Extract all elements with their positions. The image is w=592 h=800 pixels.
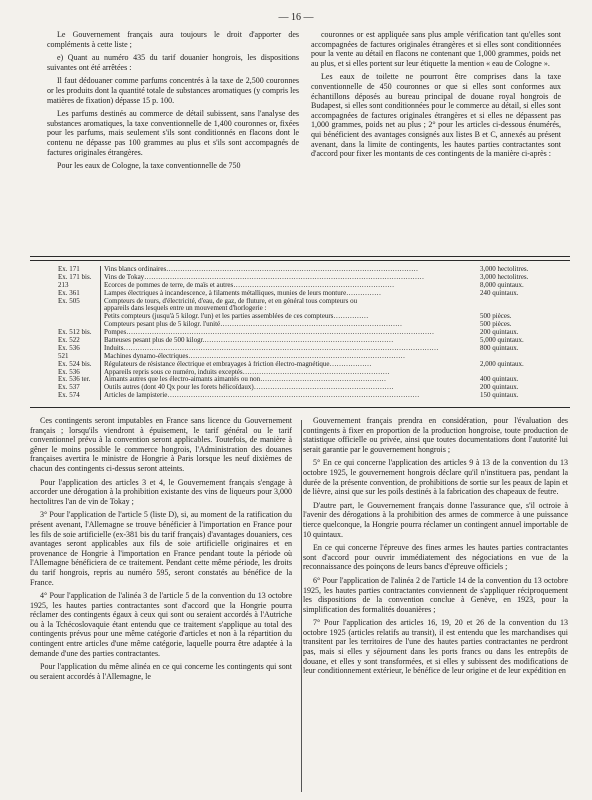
quota-amount: 5,000 quintaux.	[480, 336, 524, 345]
paragraph: Le Gouvernement français aura toujours le droit d'apporter des compléments à cette liste ;	[47, 30, 299, 49]
article-description: Lampes électriques à incandescence, à filaments métalliques, munies de leurs monture……………	[100, 290, 470, 298]
article-description: Batteuses pesant plus de 500 kilogr.………………………………………………………………………	[100, 337, 470, 345]
paragraph: 7° Pour l'application des articles 16, 19, 20 et 26 de la convention du 13 octobre 1925 (articles relatifs au transit), il est entendu que les marchandises qui transitent par les territoires de l'une des hautes parties contractantes ne perdront pas, mais si elles y séjournent dans les ports francs ou dans les entrepôts de douane, et elles y sont transformées, et si elles y subissent des modifications de leur conditionnement extérieur, le bénéfice de leur origine et de leur expédition en	[303, 618, 568, 676]
table-row	[30, 345, 570, 353]
paragraph: Pour les eaux de Cologne, la taxe conventionnelle de 750	[57, 161, 241, 171]
paragraph: couronnes or est appliquée sans plus ample vérification tant qu'elles sont accompagnées de factures originales étrangères et si elles sont conditionnées pour la vente au détail en flacons ne contenant que 1,000 grammes, poids net au plus, et si elles portent sur leur étiquette la mention « eau de Cologne ».	[311, 30, 561, 68]
article-description: Compteurs de tours, d'électricité, d'eau, de gaz, de fluture, et en général tous compteurs ou	[100, 298, 470, 306]
article-description: Vins blancs ordinaires………………………………………………………………………………………………	[100, 266, 470, 274]
paragraph: Gouvernement français prendra en considération, pour l'évaluation des contingents à fixer en proportion de la production hongroise, toute production de statistique officielle ou privée, ainsi que toutes documentations dont l'autorité lui serait garantie par le gouvernement hongrois ;	[303, 416, 568, 454]
quota-amount: 800 quintaux.	[480, 343, 519, 352]
table-row	[30, 290, 570, 298]
paragraph: Il faut dédouaner comme parfums concentrés à la taxe de 2,500 couronnes or les produits dont la quantité totale de substances aromatiques (y compris les matières de fixation) dépasse 15 p. 100.	[47, 76, 299, 105]
table-row	[30, 361, 570, 369]
top-left-column	[47, 30, 299, 252]
tariff-number: Ex. 536 ter.	[58, 375, 91, 384]
quota-amount: 3,000 hectolitres.	[480, 265, 529, 273]
tariff-number: Ex. 536	[58, 367, 80, 376]
paragraph: Pour l'application des articles 3 et 4, le Gouvernement français s'engage à accorder une dérogation à la prohibition existante des vins de liqueurs pour 3,000 hectolitres l'an de vin de Tokay ;	[30, 477, 292, 506]
quota-amount: 3,000 hectolitres.	[480, 272, 529, 281]
table-top-rule-thin	[30, 260, 570, 261]
article-description: Articles de lampisterie………………………………………………………………………………………………	[100, 392, 470, 400]
table-row	[30, 298, 570, 306]
tariff-number: Ex. 524 bis.	[58, 359, 92, 368]
quota-amount: 400 quintaux.	[480, 375, 519, 384]
tariff-number: Ex. 505	[58, 296, 80, 305]
tariff-number: Ex. 512 bis.	[58, 328, 92, 337]
tariff-number: Ex. 536	[58, 343, 80, 352]
quota-amount: 500 pièces.	[480, 320, 512, 329]
tariff-number: Ex. 171 bis.	[58, 272, 92, 281]
quota-amount	[470, 298, 570, 306]
tariff-number: Ex. 361	[58, 288, 80, 297]
article-description: Pompes……………………………………………………………………………………………………………………	[100, 329, 470, 337]
table-row	[30, 392, 570, 400]
tariff-number: 213	[58, 280, 69, 289]
paragraph: Pour l'application du même alinéa en ce qui concerne les contingents qui sont ou seraient accordés à l'Allemagne, le	[30, 662, 292, 681]
quota-amount: 240 quintaux.	[480, 288, 519, 297]
bottom-left-column	[30, 416, 292, 796]
contingent-table	[30, 266, 570, 404]
article-description: Induits………………………………………………………………………………………………………………………	[100, 345, 470, 353]
paragraph: En ce qui concerne l'épreuve des fines armes les hautes parties contractantes sont d'accord pour ouvrir immédiatement des négociations en vue de la reconnaissance des poinçons de leurs bancs d'épreuve officiels ;	[303, 543, 568, 572]
article-description: Écorces de pommes de terre, de maïs et autres……………………………………………………………	[100, 282, 470, 290]
quota-amount: 500 pièces.	[480, 312, 512, 321]
tariff-number: Ex. 537	[58, 383, 80, 392]
article-description: appareils dans lesquels entre un mouvement d'horlogerie :	[100, 305, 470, 313]
paragraph: 5° En ce qui concerne l'application des articles 9 à 13 de la convention du 13 octobre 1925, le gouvernement hongrois déclare qu'il n'instituera pas, pendant la durée de la présente convention, de prohibitions de sortie sur les peaux de lapin et de lièvre, ainsi que sur les poils destinés à la fabrication des chapeaux de feutre.	[303, 458, 568, 497]
article-description: Compteurs pesant plus de 5 kilogr. l'unité……………………………………………………………………	[100, 321, 470, 329]
article-description: Petits compteurs (jusqu'à 5 kilogr. l'un) et les parties assemblées de ces compteurs……………	[100, 313, 470, 321]
paragraph: Les eaux de toilette ne pourront être comprises dans la taxe conventionnelle de 450 couronnes or que si elles sont conformes aux échantillons déposés au bureau principal de douane royal hongrois de Budapest, si elles sont conditionnées pour le commerce au détail, si elles sont accompagnées de factures originales étrangères et si elles ne dépassent pas 1,000 grammes, poids net au plus ; 2° pour les articles ci-dessous énumérés, qui bénéficient des avantages consignés aux listes B et C, annexés au présent avenant, dans la limite de contingents, les hautes parties contractantes sont d'accord pour fixer les montants de ces contingents de la manière ci-après :	[311, 72, 561, 159]
top-right-column	[311, 30, 561, 252]
quota-amount: 2,000 quintaux.	[480, 359, 524, 368]
tariff-number	[30, 305, 100, 313]
paragraph: D'autre part, le Gouvernement français donne l'assurance que, s'il octroie à l'avenir des dérogations à la prohibition des armes de commerce à une puissance tierce quelconque, la Hongrie pourra réclamer un contingent annuel importable de 10 quintaux.	[303, 500, 568, 539]
table-top-rule	[30, 256, 570, 257]
paragraph: 6° Pour l'application de l'alinéa 2 de l'article 14 de la convention du 13 octobre 1925, les hautes parties contractantes conviennent de s'appliquer réciproquement les dispositions de la convention conclue à Genève, en 1923, pour la simplification des formalités douanières ;	[303, 575, 568, 614]
article-description: Aimants autres que les électro-aimants aimantés ou non………………………………………………	[100, 376, 470, 384]
paragraph: Les parfums destinés au commerce de détail subissent, sans l'analyse des substances aromatiques, la taxe conventionnelle de 1,400 couronnes or, fixées pour les parfums, mais seulement s'ils sont conditionnés en flacons dont le contenu ne dépasse pas 100 grammes au plus et s'ils sont accompagnés de factures originales étrangères.	[47, 109, 299, 157]
tariff-number: Ex. 171	[58, 265, 80, 273]
article-description: Outils autres (dont 40 Qx pour les forets hélicoïdaux)……………………………………………………	[100, 384, 470, 392]
page-number: — 16 —	[278, 12, 314, 23]
quota-amount: 200 quintaux.	[480, 383, 519, 392]
tariff-number: Ex. 574	[58, 391, 80, 400]
article-description: Appareils repris sous ce numéro, induits exceptés………………………………………………………	[100, 369, 470, 377]
quota-amount: 200 quintaux.	[480, 328, 519, 337]
quota-amount: 8,000 quintaux.	[480, 280, 524, 289]
article-description: Vins de Tokay…………………………………………………………………………………………………………	[100, 274, 470, 282]
tariff-number: 521	[58, 351, 69, 360]
paragraph: 4° Pour l'application de l'alinéa 3 de l'article 5 de la convention du 13 octobre 1925, les hautes parties contractantes sont d'accord que la Hongrie pourra réclamer des contingents égaux à ceux qui sont ou seraient accordés à l'Autriche ou à la Tchécoslovaquie étant entendu que ce traitement s'applique au total des contingents prévus pour une même catégorie d'articles et non à la répartition du contingent entre articles d'une même catégorie, laquelle pourra être adaptée à la demande d'une des parties contractantes.	[30, 591, 292, 658]
tariff-number	[30, 313, 100, 321]
column-divider	[301, 420, 302, 792]
article-description: Régulateurs de résistance électrique et embrayages à friction électro-magnétique………………	[100, 361, 470, 369]
paragraph: Ces contingents seront imputables en France sans licence du Gouvernement français ; lorsqu'ils viendront à épuisement, le tarif général ou le tarif conventionnel prévu à la convention seront applicables. Toutefois, de manière à gêner le moins possible le commerce hongrois, l'Administration des douanes françaises avertira le ministre de Hongrie à Paris lorsque les neuf dixièmes de chacun des contingents ci-dessus seront atteints.	[30, 416, 292, 473]
table-bottom-rule	[30, 407, 570, 408]
quota-amount: 150 quintaux.	[480, 391, 519, 400]
paragraph: e) Quant au numéro 435 du tarif douanier hongrois, les dispositions suivantes ont été arrêtées :	[47, 53, 299, 72]
bottom-right-column	[303, 416, 568, 796]
paragraph: 3° Pour l'application de l'article 5 (liste D), si, au moment de la ratification du présent avenant, l'Allemagne se trouve bénéficier à l'importation en France pour les fils de soie artificielle (ex-381 bis du tarif français) d'avantages douaniers, ces avantages seront applicables aux fils de soie artificielle originaires et en provenance de Hongrie à l'importation en France pendant toute la période où l'Allemagne bénéficiera de ce traitement. Pendant cette même période, les droits du tarif hongrois, repris au numéro 595, seront constatés au bénéfice de la France.	[30, 510, 292, 587]
article-description: Machines dynamo-électriques…………………………………………………………………………………	[100, 353, 470, 361]
tariff-number: Ex. 522	[58, 336, 80, 345]
